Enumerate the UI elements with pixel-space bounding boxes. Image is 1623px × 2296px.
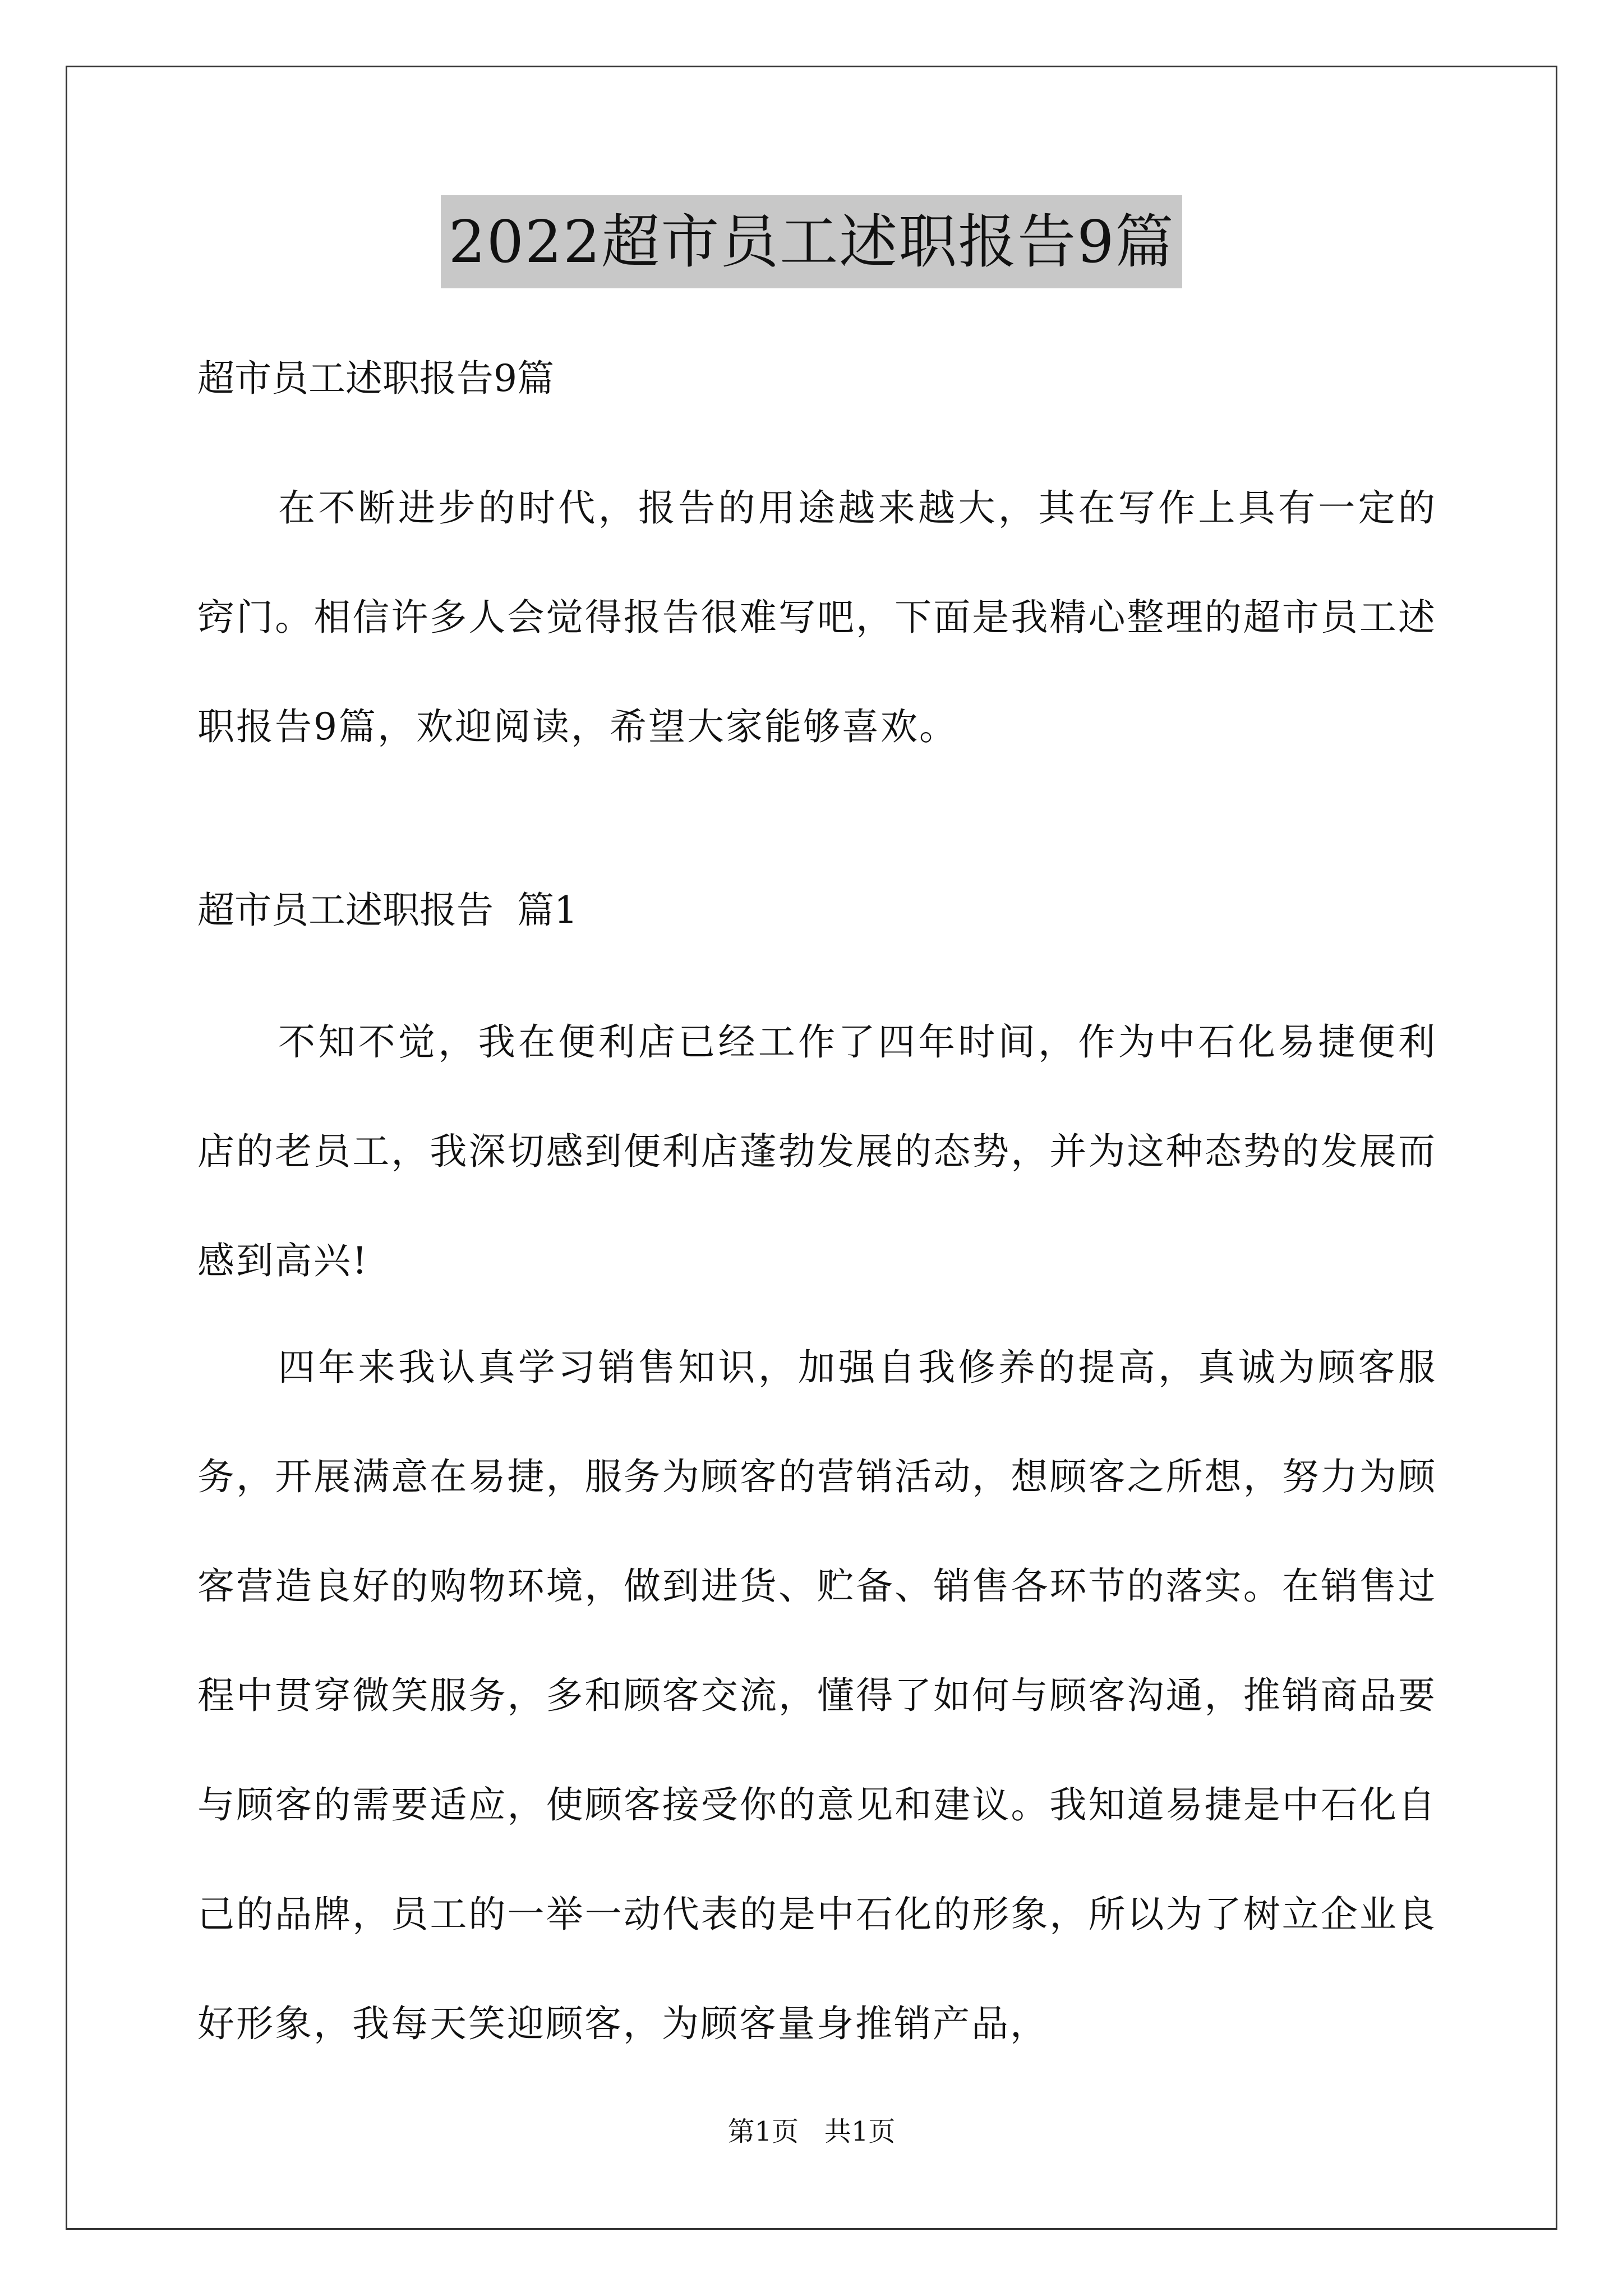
document-title [0, 195, 1623, 288]
page-number-footer: 第1页 共1页 [727, 2116, 896, 2147]
document-title-text: 2022超市员工述职报告9篇 [441, 195, 1183, 288]
intro-paragraph: 在不断进步的时代，报告的用途越来越大，其在写作上具有一定的窍门。相信许多人会觉得报告很难写吧，下面是我精心整理的超市员工述职报告9篇，欢迎阅读，希望大家能够喜欢。 [197, 486, 1437, 748]
document-subtitle: 超市员工述职报告9篇 [197, 357, 554, 400]
section-paragraph-2: 四年来我认真学习销售知识，加强自我修养的提高，真诚为顾客服务，开展满意在易捷，服务为顾客的营销活动，想顾客之所想，努力为顾客营造良好的购物环境，做到进货、贮备、销售各环节的落实。在销售过程中贯穿微笑服务，多和顾客交流，懂得了如何与顾客沟通，推销商品要与顾客的需要适应，使顾客接受你的意见和建议。我知道易捷是中石化自己的品牌，员工的一举一动代表的是中石化的形象，所以为了树立企业良好形象，我每天笑迎顾客，为顾客量身推销产品， [197, 1346, 1437, 2045]
section-paragraph-1: 不知不觉，我在便利店已经工作了四年时间，作为中石化易捷便利店的老员工，我深切感到便利店蓬勃发展的态势，并为这种态势的发展而感到高兴! [197, 1020, 1437, 1282]
section-heading: 超市员工述职报告 篇1 [197, 889, 578, 932]
